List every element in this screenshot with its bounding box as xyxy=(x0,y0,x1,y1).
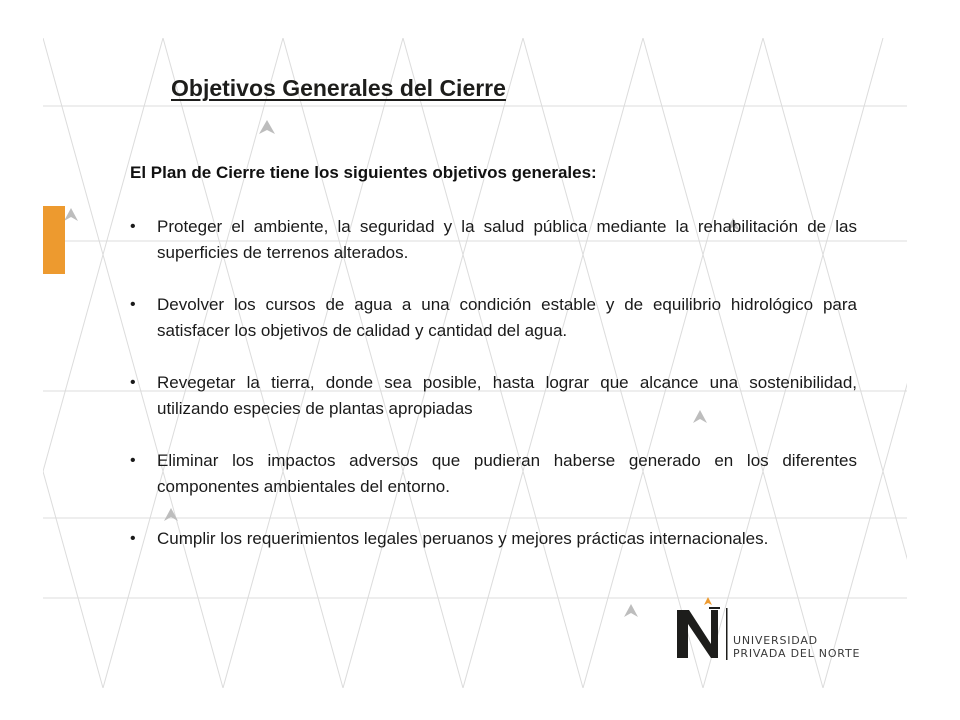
list-item xyxy=(127,214,857,266)
slide xyxy=(43,38,907,688)
university-name xyxy=(733,634,860,660)
university-name-line1: UNIVERSIDAD xyxy=(733,634,818,647)
list-item-text: Revegetar la tierra, donde sea posible, hasta lograr que alcance una sostenibilidad, utilizando especies de plantas apropiadas xyxy=(157,373,857,418)
bullet-icon: • xyxy=(130,452,136,469)
university-name-line2: PRIVADA DEL NORTE xyxy=(733,647,861,660)
list-item xyxy=(127,370,857,422)
accent-bar xyxy=(43,206,65,274)
list-item-text: Eliminar los impactos adversos que pudieran haberse generado en los diferentes componentes ambientales del entorno. xyxy=(157,451,857,496)
intro-text: El Plan de Cierre tiene los siguientes objetivos generales: xyxy=(130,163,597,182)
bullet-icon: • xyxy=(130,296,136,313)
list-item-text: Devolver los cursos de agua a una condición estable y de equilibrio hidrológico para satisfacer los objetivos de calidad y cantidad del agua. xyxy=(157,295,857,340)
list-item xyxy=(127,292,857,344)
list-item-text: Proteger el ambiente, la seguridad y la salud pública mediante la rehabilitación de las superficies de terrenos alterados. xyxy=(157,217,857,262)
list-item xyxy=(127,526,857,552)
bullet-icon: • xyxy=(130,530,136,547)
slide-title: Objetivos Generales del Cierre xyxy=(171,75,506,101)
bullet-icon: • xyxy=(130,218,136,235)
list-item xyxy=(127,448,857,500)
objectives-list xyxy=(127,214,857,578)
university-logo xyxy=(675,594,895,664)
bullet-icon: • xyxy=(130,374,136,391)
list-item-text: Cumplir los requerimientos legales peruanos y mejores prácticas internacionales. xyxy=(157,529,769,548)
n-emblem-icon xyxy=(675,594,731,664)
